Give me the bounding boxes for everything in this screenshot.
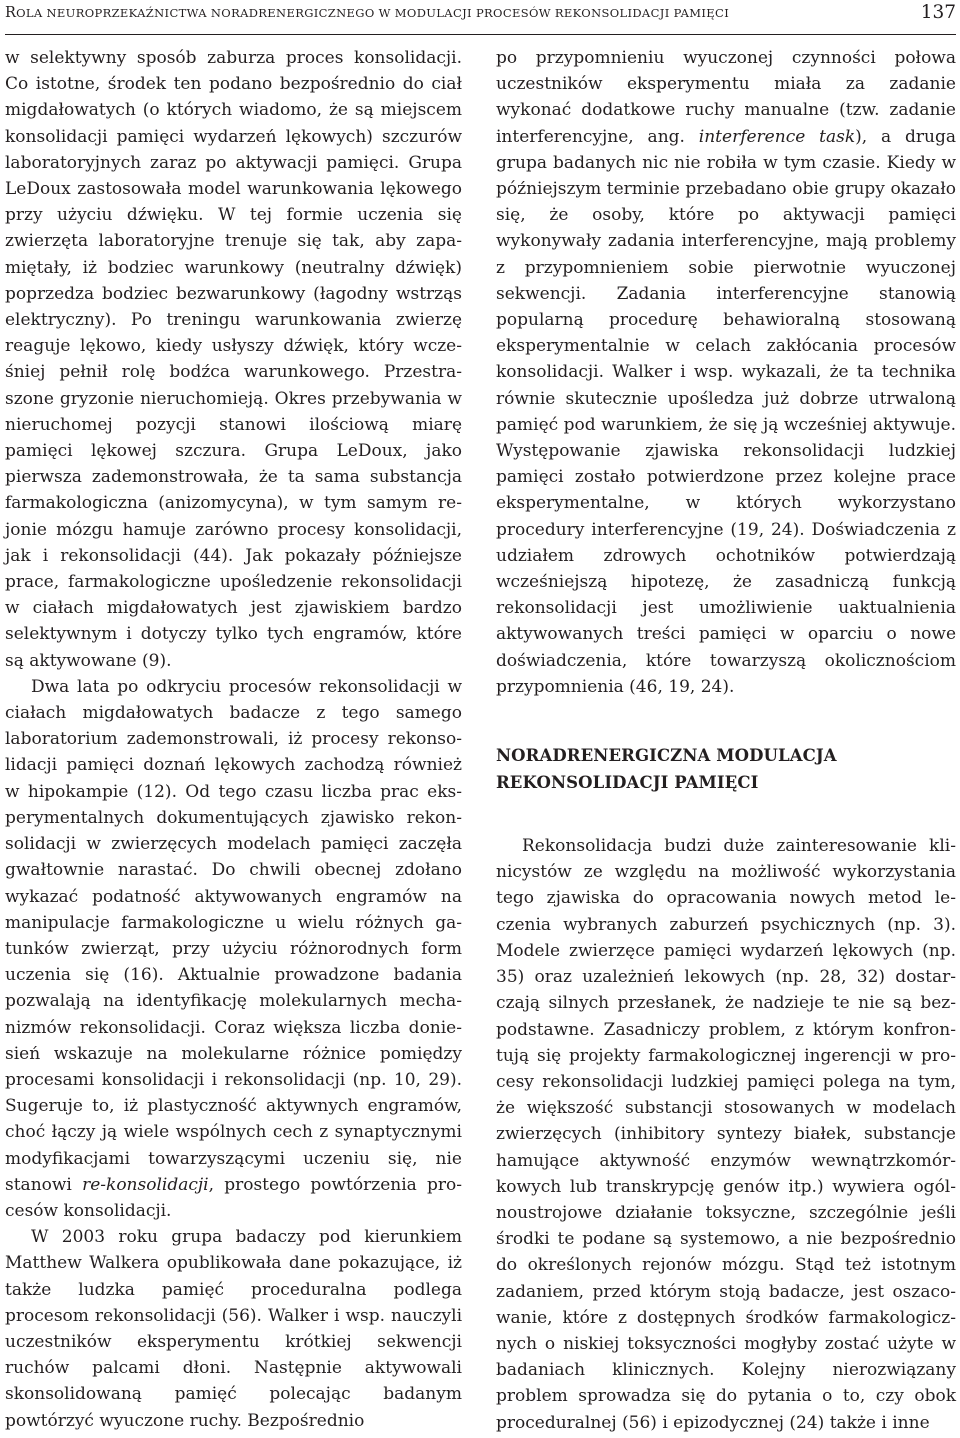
paragraph-text: Dwa lata po odkryciu procesów rekonsolidacji w ciałach migdałowatych badacze z tego samego laboratorium zademonstrowali, iż procesy rekonsolidacji pamięci doznań lękowych zachodzą również w hipokampie (12). Od tego czasu liczba prac eksperymentalnych dokumentujących zjawisko rekonsolidacji w zwierzęcych modelach pamięci zaczęła gwałtownie narastać. Do chwili obecnej zdołano wykazać podatność aktywowanych engramów na manipulacje farmakologiczne u wielu różnych gatunków zwierząt, przy użyciu różnorodnych form uczenia się (16). Aktualnie prowadzone badania pozwalają na identyfikację molekularnych mechanizmów rekonsolidacji. Coraz większa liczba doniesień wskazuje na molekularne różnice pomiędzy procesami konsolidacji i rekonsolidacji (np. 10, 29). Sugeruje to, iż plastyczność aktywnych engramów, choć łączy ją wiele wspólnych cech z synaptycznymi modyfikacjami towarzyszącymi uczeniu się, nie stanowi <box>5 676 462 1195</box>
section-heading-line: NORADRENERGICZNA MODULACJA <box>496 746 837 766</box>
section-heading <box>496 743 956 796</box>
paragraph: Rekonsolidacja budzi duże zainteresowanie klinicystów ze względu na możliwość wykorzystania tego zjawiska do opracowania nowych metod leczenia wybranych zaburzeń psychicznych (np. 3). Modele zwierzęce pamięci wydarzeń lękowych (np. 35) oraz uzależnień lekowych (np. 28, 32) dostarczają silnych przesłanek, że nadzieje te nie są bezpodstawne. Zasadniczy problem, z którym konfrontują się projekty farmakologicznej ingerencji w procesy rekonsolidacji ludzkiej pamięci polega na tym, że większość substancji stosowanych w modelach zwierzęcych (inhibitory syntezy białek, substancje hamujące aktywność enzymów wewnątrzkomórkowych lub transkrypcję genów itp.) wywiera ogólnoustrojowe działanie toksyczne, szczególnie jeśli środki te podane są systemowo, a nie bezpośrednio do określonych rejonów mózgu. Stąd też istotnym zadaniem, przed którym stoją badacze, jest oszacowanie, które z dostępnych środków farmakologicznych o niskiej toksyczności mogłyby zostać użyte w badaniach klinicznych. Kolejny nierozwiązany problem sprowadza się do pytania o to, czy obok proceduralnej (56) i epizodycznej (24) także i inne <box>496 836 956 1433</box>
italic-term: re-konsolidacji <box>82 1174 209 1195</box>
running-title-initial: R <box>5 5 17 21</box>
running-title <box>5 5 729 21</box>
left-column <box>5 45 462 1434</box>
paragraph-text-end: , prostego powtórzenia procesów konsolidacji. <box>5 1174 462 1221</box>
paragraph-text: po przypomnieniu wyuczonej czynności połowa uczestników eksperymentu miała za zadanie wykonać dodatkowe ruchy manualne (tzw. zadanie interferencyjne, ang. <box>496 48 956 147</box>
page-number: 137 <box>920 2 956 23</box>
paragraph: W 2003 roku grupa badaczy pod kierunkiem Matthew Walkera opublikowała dane pokazujące, iż także ludzka pamięć proceduralna podlega procesom rekonsolidacji (56). Walker i wsp. nauczyli uczestników eksperymentu krótkiej sekwencji ruchów palcami dłoni. Następnie aktywowali skonsolidowaną pamięć polecając badanym powtórzyć wyuczone ruchy. Bezpośrednio <box>5 1227 462 1431</box>
section-heading-line: REKONSOLIDACJI PAMIĘCI <box>496 772 759 792</box>
running-header <box>5 0 956 35</box>
paragraph-text-end: ), a druga grupa badanych nic nie robiła w tym czasie. Kiedy w późniejszym terminie przebadano obie grupy okazało się, że osoby, które po aktywacji pamięci wykonywały zadania interferencyjne, mają problemy z przypomnieniem sobie pierwotnie wyuczonej sekwencji. Zadania interferencyjne stanowią popularną procedurę behawioralną stosowaną eksperymentalnie w celach zakłócania procesów konsolidacji. Walker i wsp. wykazali, że ta technika równie skutecznie upośledza już dobrze utrwaloną pamięć pod warunkiem, że się ją wcześniej aktywuje. Występowanie zjawiska rekonsolidacji ludzkiej pamięci zostało potwierdzone przez kolejne prace eksperymentalne, w których wykorzystano procedury interferencyjne (19, 24). Doświadczenia z udziałem zdrowych ochotników potwierdzają wcześniejszą hipotezę, że zasadniczą funkcją rekonsolidacji jest umożliwienie uaktualnienia aktywowanych treści pamięci w oparciu o nowe doświadczenia, które towarzyszą okolicznościom przypomnienia (46, 19, 24). <box>496 126 956 697</box>
paragraph: w selektywny sposób zaburza proces konsolidacji. Co istotne, środek ten podano bezpośrednio do ciał migdałowatych (o których wiadomo, że są miejscem konsolidacji pamięci wydarzeń lękowych) szczurów laboratoryjnych zaraz po aktywacji pamięci. Grupa LeDoux zastosowała model warunkowania lękowego przy użyciu dźwięku. W tej formie uczenia się zwierzęta laboratoryjne trenuje się tak, aby zapamiętały, iż bodziec warunkowy (neutralny dźwięk) poprzedza bodziec bezwarunkowy (łagodny wstrząs elektryczny). Po treningu warunkowania zwierzę reaguje lękowo, kiedy usłyszy dźwięk, który wcześniej pełnił rolę bodźca warunkowego. Przestraszone gryzonie nieruchomieją. Okres przebywania w nieruchomej pozycji stanowi ilościową miarę pamięci lękowej szczura. Grupa LeDoux, jako pierwsza zademonstrowała, że ta sama substancja farmakologiczna (anizomycyna), w tym samym rejonie mózgu hamuje zarówno procesy konsolidacji, jak i rekonsolidacji (44). Jak pokazały późniejsze prace, farmakologiczne upośledzenie rekonsolidacji w ciałach migdałowatych jest zjawiskiem bardzo selektywnym i dotyczy tylko tych engramów, które są aktywowane (9). <box>5 48 462 671</box>
right-column <box>496 45 956 1436</box>
italic-term: interference task <box>698 126 856 147</box>
running-title-rest: OLA NEUROPRZEKAŹNICTWA NORADRENERGICZNEGO W MODULACJI PROCESÓW REKONSOLIDACJI PAMIĘCI <box>16 6 730 20</box>
paragraph <box>5 674 462 1224</box>
paragraph <box>496 45 956 700</box>
